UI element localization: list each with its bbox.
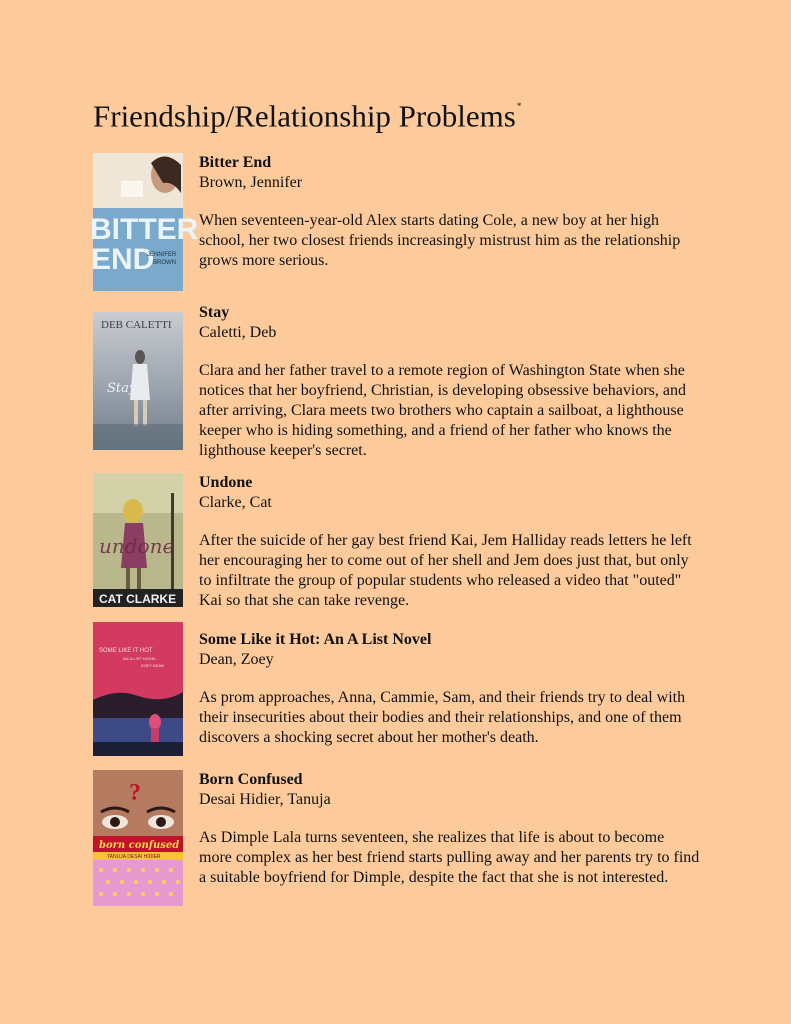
svg-text:BITTER: BITTER (90, 213, 199, 246)
svg-text:BROWN: BROWN (153, 260, 176, 266)
book-author: Clarke, Cat (199, 494, 272, 511)
page-title-footnote-mark: * (516, 101, 522, 111)
book-cover-stay (93, 312, 183, 450)
book-title: Bitter End (199, 154, 272, 171)
svg-text:SOME LIKE IT HOT: SOME LIKE IT HOT (99, 648, 153, 654)
svg-text:JENNIFER: JENNIFER (147, 252, 177, 258)
book-description: After the suicide of her gay best friend Kai, Jem Halliday reads letters he left her encouraging her to come out of her shell and Jem does just that, but only to infiltrate the group of popular students who released a video that "outed" Kai so that she can take revenge. (199, 532, 692, 609)
book-author: Dean, Zoey (199, 651, 274, 668)
svg-text:CAT CLARKE: CAT CLARKE (99, 592, 177, 606)
svg-text:ZOEY DEAN: ZOEY DEAN (141, 663, 165, 668)
page-title (93, 92, 520, 136)
page-title-text: Friendship/Relationship Problems (93, 98, 516, 134)
book-cover-bitter-end (90, 153, 199, 291)
book-description: As prom approaches, Anna, Cammie, Sam, and their friends try to deal with their insecurities about their bodies and their relationships, and one of them discovers a shocking secret about her mother's death. (199, 689, 686, 746)
svg-text:?: ? (129, 780, 141, 806)
book-title: Born Confused (199, 771, 303, 788)
book-title: Some Like it Hot: An A List Novel (199, 631, 432, 648)
book-info-stay (199, 303, 701, 461)
book-info-some-like-it-hot (199, 630, 701, 748)
svg-text:DEB CALETTI: DEB CALETTI (101, 319, 172, 331)
book-description: When seventeen-year-old Alex starts dating Cole, a new boy at her high school, her two closest friends increasingly mistrust him as the relationship grows more serious. (199, 212, 681, 269)
book-description: As Dimple Lala turns seventeen, she realizes that life is about to become more complex as her best friend starts pulling away and her parents try to find a suitable boyfriend for Dimple, despite the fact that she is not interested. (199, 829, 700, 886)
book-author: Caletti, Deb (199, 324, 277, 341)
book-author: Brown, Jennifer (199, 174, 303, 191)
book-description: Clara and her father travel to a remote region of Washington State when she notices that her boyfriend, Christian, is developing obsessive behaviors, and after arriving, Clara meets two brothers who captain a sailboat, a lighthouse keeper who is hiding something, and a friend of her father who knows the lighthouse keeper's secret. (199, 362, 687, 459)
svg-text:AN A-LIST NOVEL: AN A-LIST NOVEL (123, 656, 157, 661)
svg-text:END: END (91, 243, 155, 276)
book-info-born-confused (199, 770, 701, 888)
book-cover-undone (93, 473, 183, 607)
book-cover-born-confused (93, 770, 183, 906)
book-title: Stay (199, 304, 230, 321)
svg-text:TANUJA DESAI HIDIER: TANUJA DESAI HIDIER (107, 854, 161, 860)
book-cover-some-like-it-hot (93, 622, 183, 756)
book-info-bitter-end (199, 153, 701, 271)
book-author: Desai Hidier, Tanuja (199, 791, 331, 808)
book-info-undone (199, 473, 701, 611)
svg-text:born confused: born confused (99, 840, 180, 851)
book-title: Undone (199, 474, 253, 491)
svg-text:Stay: Stay (107, 381, 137, 396)
svg-text:undone: undone (99, 534, 175, 558)
